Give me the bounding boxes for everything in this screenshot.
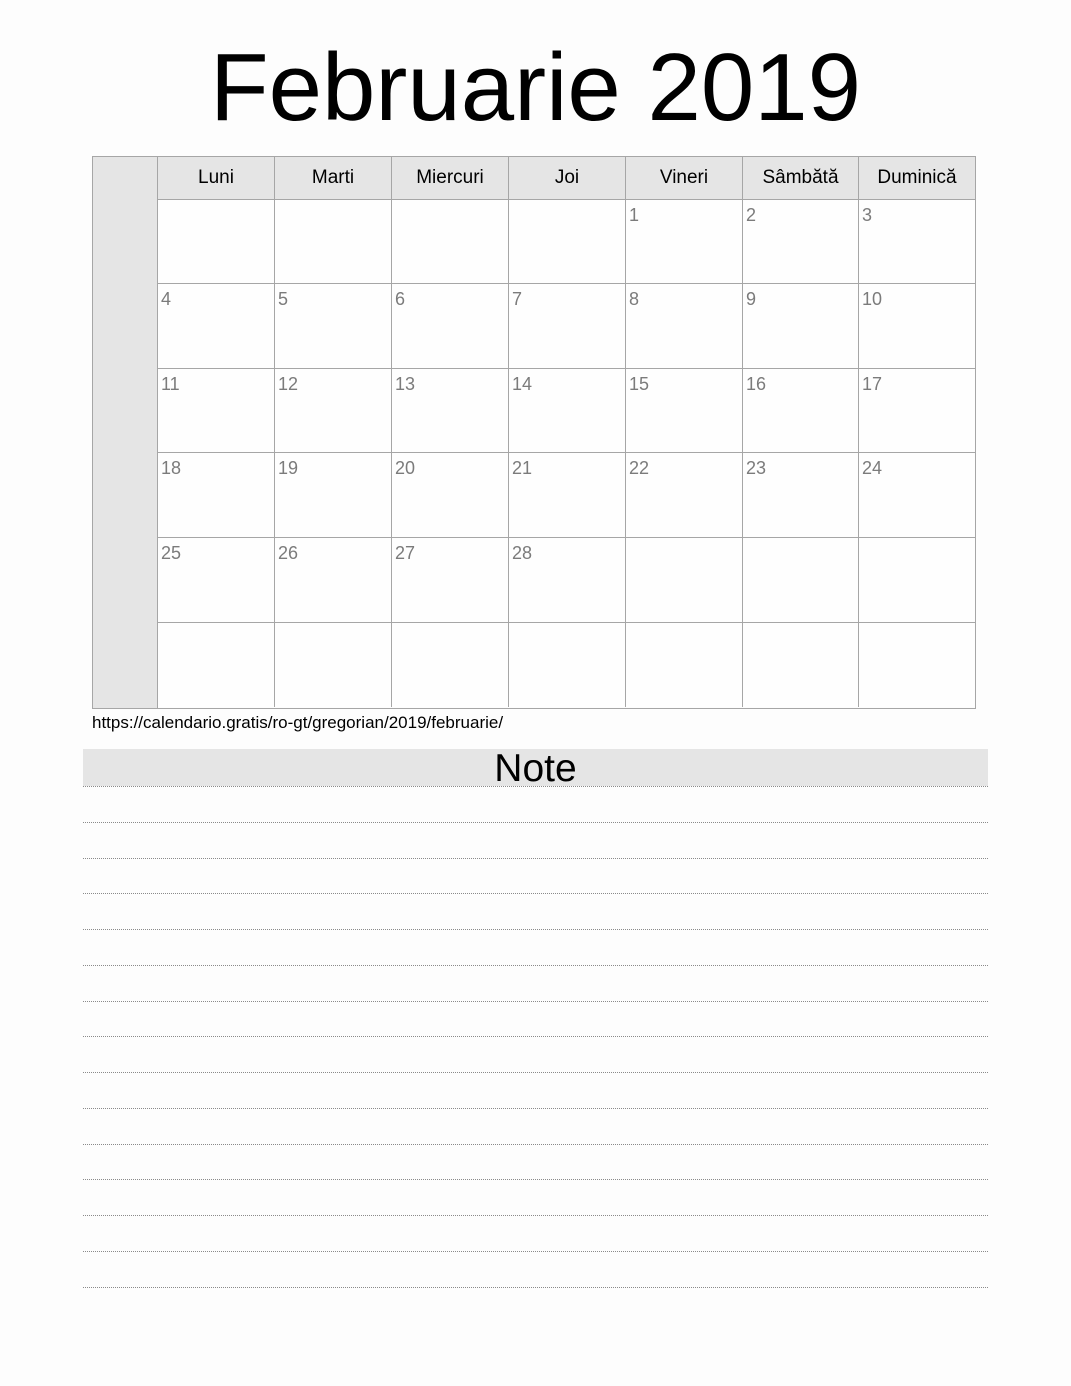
day-cell[interactable] [392, 200, 509, 284]
day-cell[interactable]: 13 [392, 369, 509, 453]
day-cell[interactable]: 17 [859, 369, 975, 453]
day-cell[interactable] [859, 623, 975, 707]
day-cell[interactable]: 9 [743, 284, 859, 369]
source-url[interactable]: https://calendario.gratis/ro-gt/gregorian/2019/februarie/ [92, 713, 504, 732]
weekday-header: Luni [158, 157, 275, 200]
day-cell[interactable]: 14 [509, 369, 626, 453]
day-cell[interactable] [275, 200, 392, 284]
day-cell[interactable]: 24 [859, 453, 975, 538]
day-cell[interactable]: 5 [275, 284, 392, 369]
note-line[interactable] [83, 929, 988, 965]
note-line[interactable] [83, 1108, 988, 1144]
day-cell[interactable]: 20 [392, 453, 509, 538]
weekday-header: Joi [509, 157, 626, 200]
weekday-header: Sâmbătă [743, 157, 859, 200]
day-cell[interactable] [743, 623, 859, 707]
day-cell[interactable]: 3 [859, 200, 975, 284]
day-cell[interactable]: 26 [275, 538, 392, 623]
note-line[interactable] [83, 965, 988, 1001]
note-line[interactable] [83, 1179, 988, 1215]
day-cell[interactable]: 12 [275, 369, 392, 453]
note-line[interactable] [83, 1287, 988, 1288]
note-line[interactable] [83, 786, 988, 822]
month-calendar [92, 156, 976, 709]
page-title: Februarie 2019 [209, 34, 862, 141]
weekday-header: Marti [275, 157, 392, 200]
calendar-grid [158, 157, 975, 708]
weekday-header: Duminică [859, 157, 975, 200]
day-cell[interactable]: 4 [158, 284, 275, 369]
day-cell[interactable] [743, 538, 859, 623]
day-cell[interactable] [158, 200, 275, 284]
day-cell[interactable]: 7 [509, 284, 626, 369]
day-cell[interactable] [626, 623, 743, 707]
day-cell[interactable] [392, 623, 509, 707]
day-cell[interactable]: 18 [158, 453, 275, 538]
note-line[interactable] [83, 1001, 988, 1037]
note-line[interactable] [83, 893, 988, 929]
day-cell[interactable]: 28 [509, 538, 626, 623]
week-number-column [93, 157, 158, 708]
day-cell[interactable]: 22 [626, 453, 743, 538]
note-line[interactable] [83, 1215, 988, 1251]
day-cell[interactable]: 15 [626, 369, 743, 453]
note-line[interactable] [83, 1072, 988, 1108]
day-cell[interactable] [859, 538, 975, 623]
day-cell[interactable] [158, 623, 275, 707]
weekday-header: Vineri [626, 157, 743, 200]
note-line[interactable] [83, 1144, 988, 1180]
day-cell[interactable]: 1 [626, 200, 743, 284]
notes-title: Note [83, 749, 988, 786]
day-cell[interactable]: 11 [158, 369, 275, 453]
day-cell[interactable] [509, 623, 626, 707]
note-line[interactable] [83, 858, 988, 894]
day-cell[interactable] [275, 623, 392, 707]
day-cell[interactable]: 8 [626, 284, 743, 369]
day-cell[interactable]: 19 [275, 453, 392, 538]
note-line[interactable] [83, 1036, 988, 1072]
day-cell[interactable]: 16 [743, 369, 859, 453]
weekday-header: Miercuri [392, 157, 509, 200]
day-cell[interactable]: 25 [158, 538, 275, 623]
day-cell[interactable]: 2 [743, 200, 859, 284]
day-cell[interactable]: 10 [859, 284, 975, 369]
day-cell[interactable] [626, 538, 743, 623]
notes-lines [83, 786, 988, 1288]
day-cell[interactable] [509, 200, 626, 284]
note-line[interactable] [83, 822, 988, 858]
note-line[interactable] [83, 1251, 988, 1287]
day-cell[interactable]: 27 [392, 538, 509, 623]
day-cell[interactable]: 6 [392, 284, 509, 369]
day-cell[interactable]: 23 [743, 453, 859, 538]
day-cell[interactable]: 21 [509, 453, 626, 538]
